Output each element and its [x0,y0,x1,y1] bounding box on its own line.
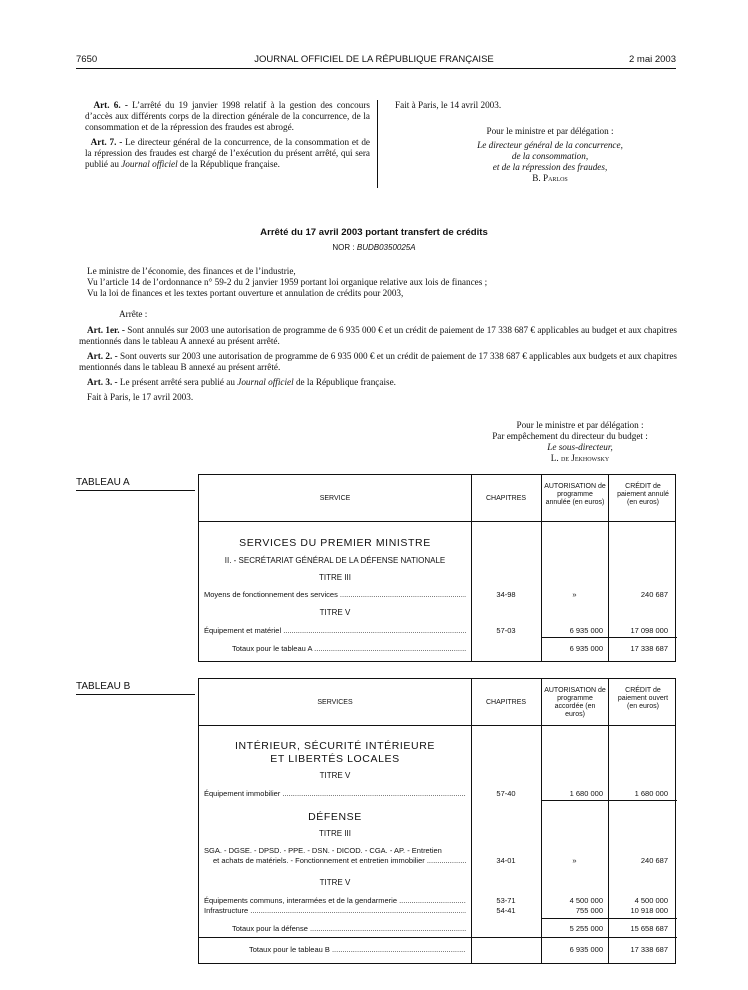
row-chapitre: 34-01 [496,856,516,865]
total-credit: 17 338 687 [630,644,668,653]
col-header-autorisation: AUTORISATION de programme accordée (en euros) [544,687,606,718]
column-divider [377,100,378,188]
arrete-word: Arrête : [119,309,148,319]
preamble-1: Le ministre de l’économie, des finances et de l’industrie, [87,266,296,276]
section-title: DÉFENSE [308,811,362,823]
signature-block-2 [470,420,690,464]
col-header-chapitres: CHAPITRES [485,699,527,706]
tableau-a [198,474,676,662]
total-label: Totaux pour le tableau A ..... [232,644,466,653]
section-title: SERVICES DU PREMIER MINISTRE [239,537,431,549]
signatory-role-3: et de la répression des fraudes, [492,162,608,172]
row-chapitre: 34-98 [496,590,516,599]
signatory-role-1: Le directeur général de la concurrence, [477,140,623,150]
article-6: Art. 6. - L’arrêté du 19 janvier 1998 relatif à la gestion des concours d’accès aux différents corps de la direction générale de la concurrence, de la consommation et de la répression des fraudes est abrogé. [85,100,371,132]
fait-a-paris-2: Fait à Paris, le 17 avril 2003. [87,392,194,402]
row-autorisation: » [572,590,577,599]
nor-reference: NOR : BUDB0350025A [332,243,416,252]
signatory-role-4: Le sous-directeur, [547,442,613,452]
row-autorisation: » [572,856,577,865]
signature-2: L. de Jekhowsky [550,453,610,463]
top-left-column [85,100,370,170]
section-subtitle: II. - SECRÉTARIAT GÉNÉRAL DE LA DÉFENSE NATIONALE [224,556,446,565]
section-title: ET LIBERTÉS LOCALES [270,753,400,765]
pour-le-ministre-2: Pour le ministre et par délégation : [516,420,644,430]
row-label: Équipement et matériel ..... [204,626,466,635]
tableau-a-label: TABLEAU A [76,477,195,491]
row-credit: 17 098 000 [630,626,668,635]
col-header-autorisation: AUTORISATION de programme annulée (en euros) [544,483,606,506]
preamble-3: Vu la loi de finances et les textes portant ouverture et annulation de crédits pour 2003, [87,288,404,298]
row-autorisation: 755 000 [575,906,603,915]
issue-date: 2 mai 2003 [628,54,676,65]
titre-heading: TITRE III [319,829,351,838]
header-rule [76,68,676,69]
article-2: Art. 2. - Sont ouverts sur 2003 une autorisation de programme de 6 935 000 € et un crédit de paiement de 17 338 687 € applicables aux budgets et aux chapitres mentionnés dans le tableau B annexé au présent arrêté. [79,351,677,372]
row-credit: 1 680 000 [634,789,668,798]
total-rule [199,937,677,938]
article-3: Art. 3. - Le présent arrêté sera publié au Journal officiel de la République française. [87,377,396,387]
row-autorisation: 1 680 000 [569,789,603,798]
col-header-service: SERVICES [317,699,353,706]
row-chapitre: 53-71 [496,896,516,905]
journal-title: JOURNAL OFFICIEL DE LA RÉPUBLIQUE FRANÇAISE [254,54,494,65]
col-header-service: SERVICE [319,495,351,502]
row-autorisation: 4 500 000 [569,896,603,905]
row-label: Moyens de fonctionnement des services ..... [204,590,466,599]
titre-heading: TITRE V [319,878,351,887]
total-credit: 17 338 687 [630,945,668,954]
row-credit: 4 500 000 [634,896,668,905]
row-credit: 240 687 [640,590,668,599]
row-label-line1: SGA. - DGSE. - DPSD. - PPE. - DSN. - DICOD. - CGA. - AP. - Entretien [204,846,442,855]
subtotal-rule [541,918,677,919]
row-label: Infrastructure ..... [204,906,466,915]
row-credit: 240 687 [640,856,668,865]
article-1: Art. 1er. - Sont annulés sur 2003 une autorisation de programme de 6 935 000 € et un crédit de paiement de 17 338 687 € applicables au budget et aux chapitres mentionnés dans le tableau A annexé au présent arrêté. [79,325,677,346]
row-credit: 10 918 000 [630,906,668,915]
row-chapitre: 57-40 [496,789,516,798]
row-chapitre: 57-03 [496,626,516,635]
titre-heading: TITRE V [319,771,351,780]
col-header-chapitres: CHAPITRES [485,495,527,502]
row-label-line2: et achats de matériels. - Fonctionnement et entretien immobilier ..... [213,856,466,865]
page-number: 7650 [76,54,98,65]
tableau-b-label: TABLEAU B [76,681,195,695]
subtotal-label: Totaux pour la défense ..... [232,924,466,933]
total-label: Totaux pour le tableau B ..... [249,945,466,954]
subtotal-autorisation: 5 255 000 [569,924,603,933]
row-label: Équipement immobilier ..... [204,789,466,798]
total-rule [541,637,677,638]
section-title: INTÉRIEUR, SÉCURITÉ INTÉRIEURE [234,740,436,752]
row-chapitre: 54-41 [496,906,516,915]
subtotal-credit: 15 658 687 [630,924,668,933]
fait-a-paris-1: Fait à Paris, le 14 avril 2003. [395,100,502,110]
par-empechement: Par empêchement du directeur du budget : [492,431,648,441]
article-7: Art. 7. - Le directeur général de la concurrence, de la consommation et de la répression des fraudes est chargé de l’exécution du présent arrêté, qui sera publié au Journal officiel de la République française. [85,137,370,169]
col-header-credit: CRÉDIT de paiement annulé (en euros) [617,483,669,506]
total-autorisation: 6 935 000 [569,644,603,653]
subtotal-rule [541,800,677,801]
total-autorisation: 6 935 000 [569,945,603,954]
titre-heading: TITRE V [319,608,351,617]
pour-le-ministre-1: Pour le ministre et par délégation : [486,126,614,136]
col-header-credit: CRÉDIT de paiement ouvert (en euros) [617,687,669,710]
signature-1: B. Parlos [532,173,568,183]
preamble-2: Vu l’article 14 de l’ordonnance n° 59-2 du 2 janvier 1959 portant loi organique relative aux lois de finances ; [87,277,488,287]
signatory-role-2: de la consommation, [511,151,589,161]
titre-heading: TITRE III [319,573,351,582]
row-label: Équipements communs, interarmées et de la gendarmerie ..... [204,896,466,905]
row-autorisation: 6 935 000 [569,626,603,635]
arrete-title: Arrêté du 17 avril 2003 portant transfert de crédits [260,227,488,238]
top-right-column [385,100,675,184]
tableau-b [198,678,676,964]
arrete-body [79,266,677,403]
